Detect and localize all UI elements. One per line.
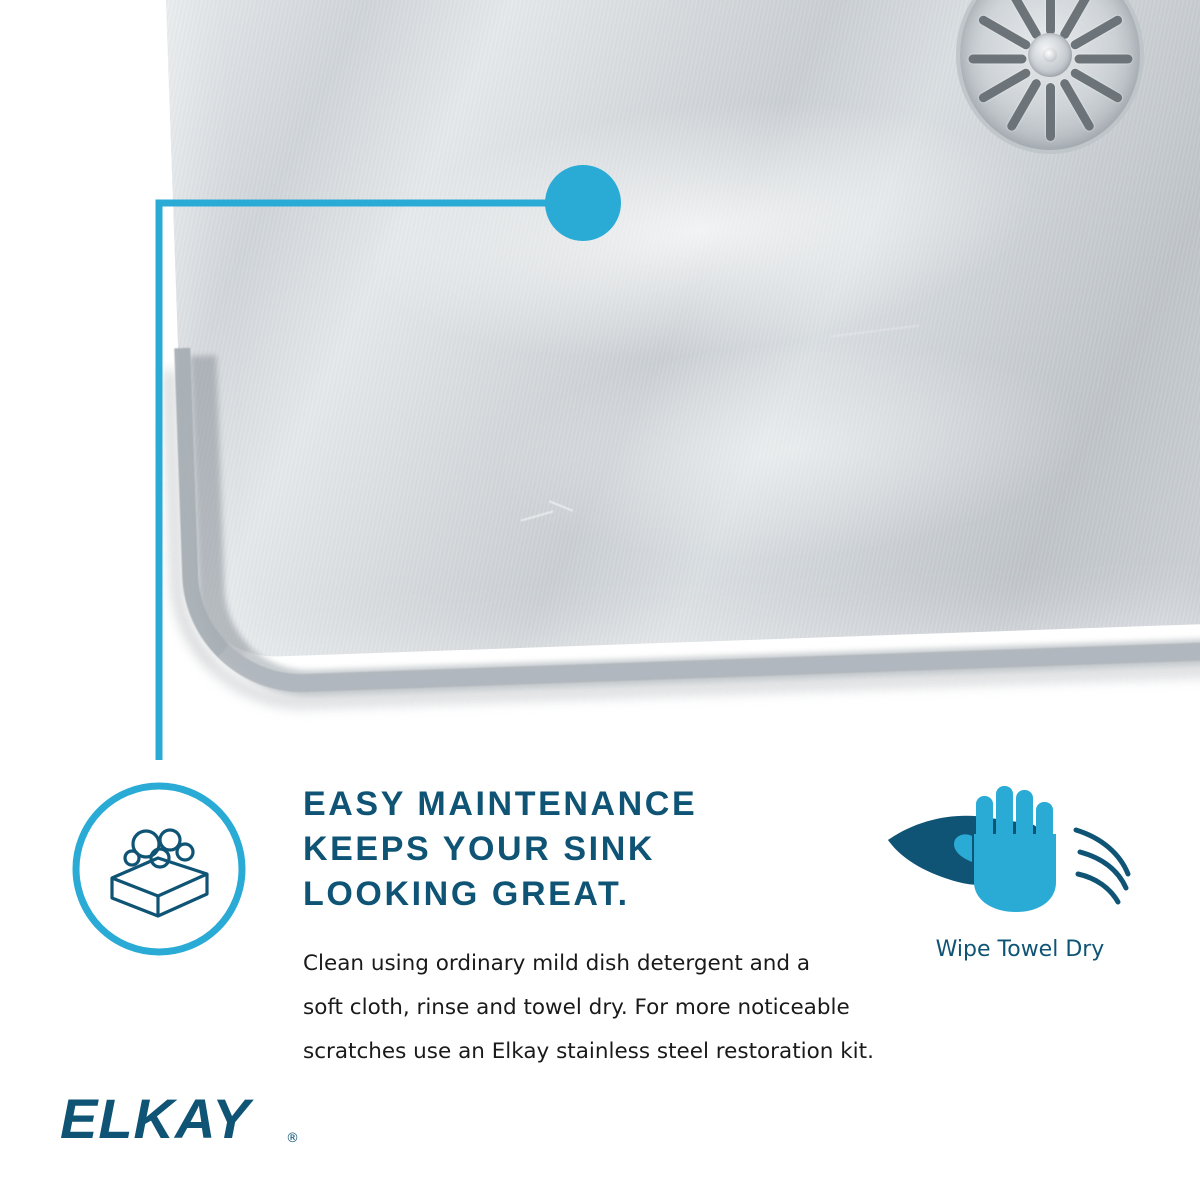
wipe-towel-dry-caption: Wipe Towel Dry: [935, 937, 1105, 962]
svg-text:ELKAY: ELKAY: [60, 1090, 251, 1150]
headline-line-2: KEEPS YOUR SINK: [303, 830, 656, 869]
headline-line-1: EASY MAINTENANCE: [303, 785, 698, 823]
feature-body-copy: [303, 942, 903, 1074]
headline-line-3: LOOKING GREAT.: [303, 875, 630, 914]
feature-headline: [303, 782, 863, 918]
sink-rim: [174, 312, 1200, 696]
wipe-towel-dry-block: [880, 778, 1160, 962]
hand-wiping-with-cloth-icon: [880, 778, 1160, 928]
body-line-3: scratches use an Elkay stainless steel restoration kit.: [303, 1039, 874, 1065]
info-panel: [0, 760, 1200, 1200]
sponge-badge: [72, 782, 246, 956]
registered-trademark-mark: ®: [286, 1131, 299, 1146]
body-line-2: soft cloth, rinse and towel dry. For more noticeable: [303, 995, 850, 1021]
sponge-with-suds-icon: [72, 782, 246, 956]
elkay-wordmark: [60, 1090, 320, 1152]
elkay-logo: [60, 1090, 320, 1152]
body-line-1: Clean using ordinary mild dish detergent and a: [303, 951, 811, 976]
